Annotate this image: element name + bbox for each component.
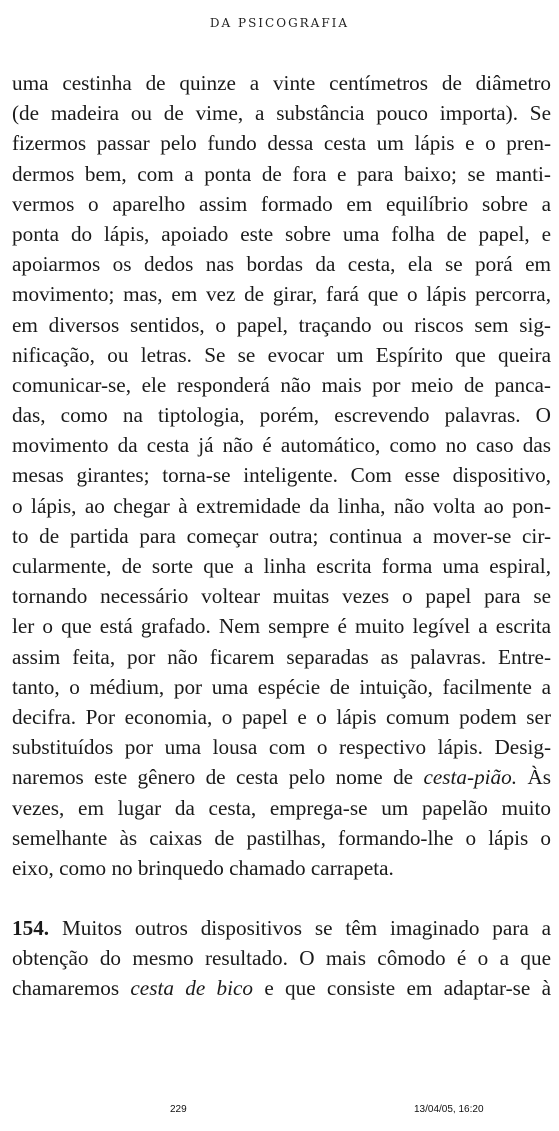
text-line: das, como na tiptologia, porém, escrevendo palavras. O xyxy=(12,403,551,428)
text-line xyxy=(12,913,551,943)
text-line: tanto, o médium, por uma espécie de intuição, facilmente a xyxy=(12,674,551,699)
italic-term: cesta-pião. xyxy=(423,765,518,790)
page-number: 229 xyxy=(170,1104,187,1115)
text-segment: Muitos outros dispositivos se têm imaginado para a xyxy=(61,916,551,941)
running-header: DA PSICOGRAFIA xyxy=(209,16,350,30)
text-line: apoiarmos os dedos nas bordas da cesta, ela se porá em xyxy=(12,252,551,277)
text-segment: naremos este gênero de cesta pelo nome de xyxy=(12,765,414,790)
paragraph-1 xyxy=(12,68,551,762)
text-line: movimento; mas, em vez de girar, fará que o lápis percorra, xyxy=(12,282,551,307)
text-segment: Às xyxy=(527,765,551,790)
body-text xyxy=(12,68,551,1004)
text-line: decifra. Por economia, o papel e o lápis comum podem ser xyxy=(12,704,551,729)
text-line: obtenção do mesmo resultado. O mais cômodo é o a que xyxy=(12,946,551,971)
text-segment: e que consiste em adaptar-se à xyxy=(264,976,551,1001)
text-line: vermos o aparelho assim formado em equilíbrio sobre a xyxy=(12,191,551,216)
text-line: em diversos sentidos, o papel, traçando ou riscos sem sig- xyxy=(12,312,551,337)
text-line: uma cestinha de quinze a vinte centímetros de diâmetro xyxy=(12,71,551,95)
text-line xyxy=(12,973,551,1003)
text-line: vezes, em lugar da cesta, emprega-se um papelão muito xyxy=(12,795,551,820)
text-line: to de partida para começar outra; continua a mover-se cir- xyxy=(12,523,551,548)
text-line: comunicar-se, ele responderá não mais por meio de panca- xyxy=(12,372,551,397)
text-line: mesas girantes; torna-se inteligente. Com esse dispositivo, xyxy=(12,463,551,488)
text-line: semelhante às caixas de pastilhas, formando-lhe o lápis o xyxy=(12,825,551,850)
section-number: 154. xyxy=(12,916,50,941)
text-line: (de madeira ou de vime, a substância pouco importa). Se xyxy=(12,101,551,126)
text-line: dermos bem, com a ponta de fora e para baixo; se manti- xyxy=(12,161,551,186)
text-line: ler o que está grafado. Nem sempre é muito legível a escrita xyxy=(12,614,551,639)
text-line: nificação, ou letras. Se se evocar um Espírito que queira xyxy=(12,342,551,367)
text-line: tornando necessário voltear muitas vezes o papel para se xyxy=(12,584,551,609)
print-timestamp: 13/04/05, 16:20 xyxy=(414,1104,484,1115)
text-line: cularmente, de sorte que a linha escrita forma uma espiral, xyxy=(12,554,551,578)
text-line: substituídos por uma lousa com o respectivo lápis. Desig- xyxy=(12,735,551,760)
text-line: eixo, como no brinquedo chamado carrapeta. xyxy=(12,855,394,880)
text-line xyxy=(12,762,551,792)
text-line: movimento da cesta já não é automático, como no caso das xyxy=(12,433,551,458)
text-line: ponta do lápis, apoiado este sobre uma folha de papel, e xyxy=(12,221,551,246)
text-segment: chamaremos xyxy=(12,976,120,1001)
text-line: o lápis, ao chegar à extremidade da linha, não volta ao pon- xyxy=(12,493,551,518)
text-line: fizermos passar pelo fundo dessa cesta um lápis e o pren- xyxy=(12,131,551,156)
paragraph-gap xyxy=(12,883,551,913)
text-line: assim feita, por não ficarem separadas as palavras. Entre- xyxy=(12,644,551,669)
italic-term: cesta de bico xyxy=(130,976,254,1001)
